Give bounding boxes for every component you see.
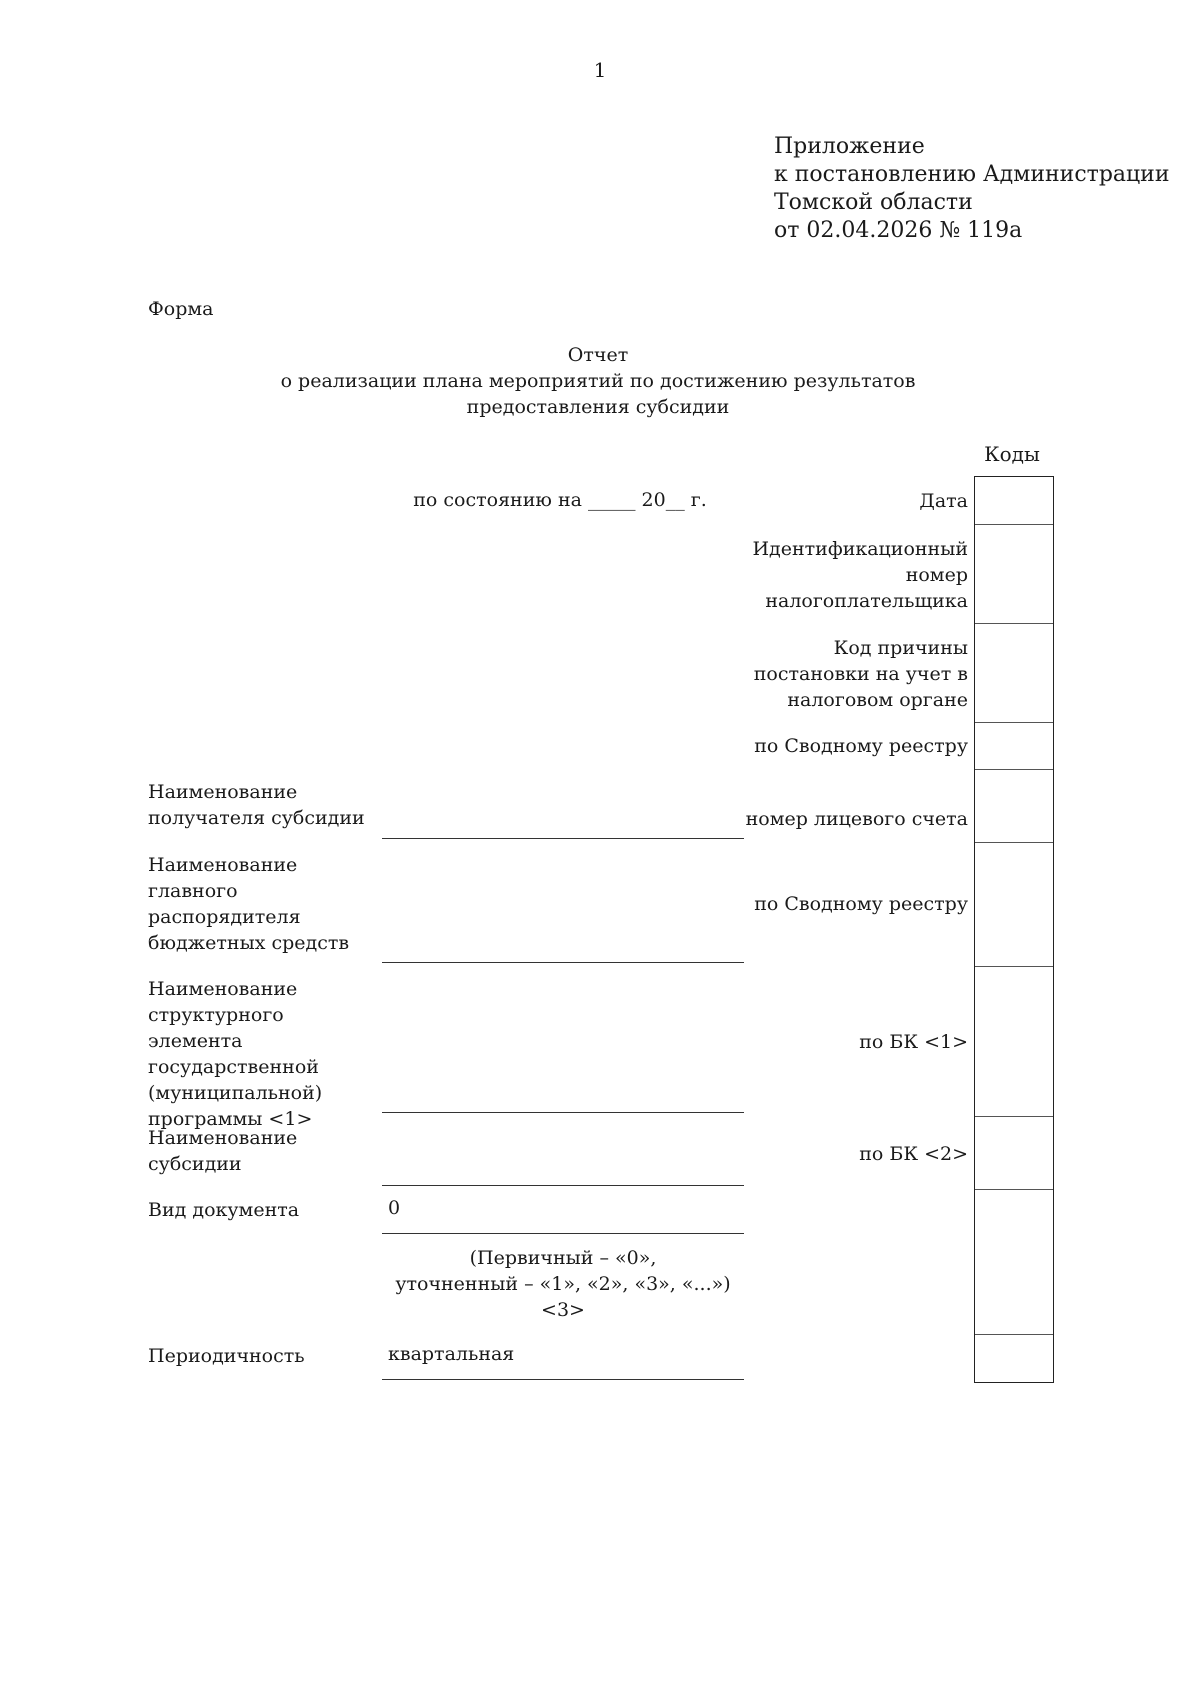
doc-type-value[interactable]: 0	[388, 1197, 401, 1219]
code-cell-periodicity[interactable]	[975, 1335, 1053, 1382]
label-structural-element-line-1: Наименование	[148, 978, 298, 1000]
subsidy-field[interactable]	[382, 1185, 744, 1186]
approval-line-1: Приложение	[774, 134, 925, 159]
label-kpp	[700, 635, 968, 713]
code-cell-account[interactable]	[975, 770, 1053, 843]
label-kpp-line-1: Код причины	[833, 637, 968, 659]
label-date: Дата	[919, 490, 968, 512]
code-cell-registry-1[interactable]	[975, 723, 1053, 770]
label-structural-element-line-3: государственной	[148, 1056, 319, 1078]
title-line-1: Отчет	[567, 344, 629, 366]
code-cell-registry-2[interactable]	[975, 843, 1053, 967]
label-structural-element-line-5: программы <1>	[148, 1108, 313, 1130]
code-cell-date[interactable]	[975, 477, 1053, 525]
code-cell-kpp[interactable]	[975, 624, 1053, 723]
codes-header: Коды	[984, 442, 1040, 466]
label-structural-element	[148, 976, 378, 1132]
label-kpp-line-3: налоговом органе	[787, 689, 968, 711]
form-label: Форма	[148, 298, 214, 320]
approval-stamp	[774, 133, 1170, 245]
label-main-manager	[148, 852, 378, 956]
approval-line-4: от 02.04.2026 № 119а	[774, 218, 1023, 243]
label-recipient-line-1: Наименование	[148, 781, 298, 803]
label-bk-2: по БК <2>	[859, 1143, 968, 1165]
code-cell-bk-2[interactable]	[975, 1117, 1053, 1190]
label-periodicity: Периодичность	[148, 1345, 305, 1367]
report-title	[198, 342, 998, 420]
label-inn	[700, 536, 968, 614]
doc-type-field[interactable]	[382, 1233, 744, 1234]
label-doc-type: Вид документа	[148, 1199, 300, 1221]
code-cell-inn[interactable]	[975, 525, 1053, 624]
label-main-manager-line-2: главного	[148, 880, 238, 902]
periodicity-field[interactable]	[382, 1379, 744, 1380]
label-kpp-line-2: постановки на учет в	[753, 663, 968, 685]
recipient-field[interactable]	[382, 838, 744, 839]
code-cell-bk-1[interactable]	[975, 967, 1053, 1117]
label-main-manager-line-4: бюджетных средств	[148, 932, 350, 954]
label-subsidy-line-2: субсидии	[148, 1153, 242, 1175]
label-main-manager-line-3: распорядителя	[148, 906, 301, 928]
approval-line-2: к постановлению Администрации	[774, 162, 1170, 187]
label-inn-line-1: Идентификационный	[752, 538, 968, 560]
label-recipient	[148, 779, 378, 831]
title-line-3: предоставления субсидии	[466, 396, 730, 418]
codes-table	[974, 476, 1054, 1383]
approval-line-3: Томской области	[774, 190, 973, 215]
hint-line-3: <3>	[541, 1299, 585, 1321]
doc-type-hint	[382, 1245, 744, 1323]
label-main-manager-line-1: Наименование	[148, 854, 298, 876]
hint-line-1: (Первичный – «0»,	[469, 1247, 657, 1269]
label-registry-1: по Сводному реестру	[754, 735, 968, 757]
label-structural-element-line-2: структурного элемента	[148, 1004, 284, 1052]
label-subsidy	[148, 1125, 378, 1177]
label-inn-line-2: номер	[905, 564, 968, 586]
label-subsidy-line-1: Наименование	[148, 1127, 298, 1149]
label-registry-2: по Сводному реестру	[754, 893, 968, 915]
label-inn-line-3: налогоплательщика	[765, 590, 968, 612]
as-of-date-line: по состоянию на _____ 20__ г.	[413, 489, 707, 511]
structural-element-field[interactable]	[382, 1112, 744, 1113]
periodicity-value[interactable]: квартальная	[388, 1343, 515, 1365]
title-line-2: о реализации плана мероприятий по достижению результатов	[280, 370, 916, 392]
label-structural-element-line-4: (муниципальной)	[148, 1082, 323, 1104]
page-number: 1	[593, 58, 607, 82]
code-cell-doc-type[interactable]	[975, 1190, 1053, 1335]
main-manager-field[interactable]	[382, 962, 744, 963]
label-account: номер лицевого счета	[745, 808, 968, 830]
hint-line-2: уточненный – «1», «2», «3», «...»)	[395, 1273, 731, 1295]
label-recipient-line-2: получателя субсидии	[148, 807, 365, 829]
label-bk-1: по БК <1>	[859, 1031, 968, 1053]
